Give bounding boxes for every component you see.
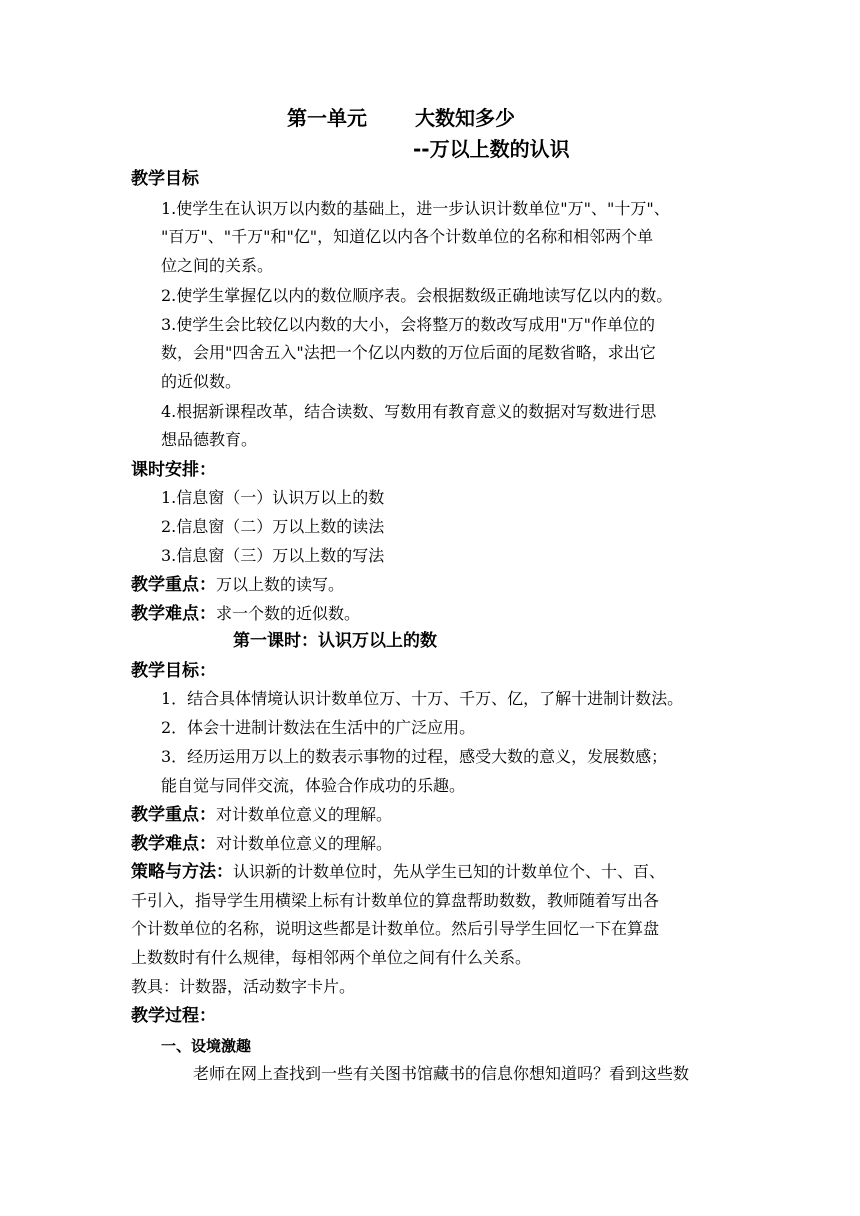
- unit-goal-1-line-3: 位之间的关系。: [161, 256, 274, 275]
- strategy-line-2: 千引入，指导学生用横梁上标有计数单位的算盘帮助数数，教师随着写出各: [131, 891, 660, 910]
- schedule-heading: 课时安排：: [131, 460, 216, 480]
- unit-goals-heading: 教学目标: [131, 169, 199, 189]
- unit-difficulty: [131, 603, 360, 625]
- unit-goal-3-line-1: 3.使学生会比较亿以内数的大小，会将整万的数改写成用"万"作单位的: [161, 315, 655, 334]
- unit-title: [287, 106, 515, 130]
- lesson-key-label: 教学重点：: [131, 805, 216, 825]
- lesson-goal-3-line-2: 能自觉与同伴交流，体验合作成功的乐趣。: [161, 776, 466, 795]
- lesson-goal-3-line-1: 3．经历运用万以上的数表示事物的过程，感受大数的意义，发展数感；: [161, 747, 668, 766]
- lesson-difficulty: [131, 833, 392, 855]
- unit-goal-3-line-3: 的近似数。: [161, 372, 242, 391]
- unit-key-text: 万以上数的读写。: [216, 575, 345, 594]
- unit-goal-2: 2.使学生掌握亿以内的数位顺序表。会根据数级正确地读写亿以内的数。: [161, 286, 673, 305]
- strategy-line-1: [131, 861, 665, 883]
- schedule-item-3: 3.信息窗（三）万以上数的写法: [161, 546, 385, 565]
- unit-goal-4-line-1: 4.根据新课程改革，结合读数、写数用有教育意义的数据对写数进行思: [161, 402, 657, 421]
- unit-goal-4-line-2: 想品德教育。: [161, 430, 258, 449]
- lesson-heading: 第一课时：认识万以上的数: [233, 631, 437, 651]
- lesson-difficulty-label: 教学难点：: [131, 834, 216, 854]
- step1-heading: 一、设境激趣: [161, 1037, 252, 1055]
- unit-key-label: 教学重点：: [131, 575, 216, 595]
- step1-text: 老师在网上查找到一些有关图书馆藏书的信息你想知道吗？看到这些数: [193, 1064, 690, 1083]
- lesson-key-point: [131, 804, 392, 826]
- unit-goal-3-line-2: 数，会用"四舍五入"法把一个亿以内数的万位后面的尾数省略，求出它: [161, 343, 656, 362]
- lesson-goal-2: 2．体会十进制计数法在生活中的广泛应用。: [161, 718, 476, 737]
- process-heading: 教学过程：: [131, 1006, 216, 1026]
- schedule-item-1: 1.信息窗（一）认识万以上的数: [161, 488, 385, 507]
- unit-key-point: [131, 574, 344, 596]
- strategy-line-3: 个计数单位的名称，说明这些都是计数单位。然后引导学生回忆一下在算盘: [131, 919, 660, 938]
- strategy-text-1: 认识新的计数单位时，先从学生已知的计数单位个、十、百、: [233, 862, 666, 881]
- lesson-difficulty-text: 对计数单位意义的理解。: [216, 834, 393, 853]
- schedule-item-2: 2.信息窗（二）万以上数的读法: [161, 517, 385, 536]
- unit-name: 大数知多少: [415, 106, 515, 130]
- unit-number: 第一单元: [287, 106, 367, 130]
- lesson-key-text: 对计数单位意义的理解。: [216, 805, 393, 824]
- lesson-goal-1: 1．结合具体情境认识计数单位万、十万、千万、亿，了解十进制计数法。: [161, 689, 684, 708]
- unit-subtitle: --万以上数的认识: [413, 137, 570, 161]
- unit-difficulty-label: 教学难点：: [131, 604, 216, 624]
- unit-difficulty-text: 求一个数的近似数。: [216, 604, 361, 623]
- strategy-label: 策略与方法：: [131, 862, 233, 882]
- teaching-tools: 教具：计数器，活动数字卡片。: [131, 977, 356, 996]
- strategy-line-4: 上数数时有什么规律，每相邻两个单位之间有什么关系。: [131, 948, 532, 967]
- unit-goal-1-line-1: 1.使学生在认识万以内数的基础上，进一步认识计数单位"万"、"十万"、: [161, 199, 670, 218]
- unit-goal-1-line-2: "百万"、"千万"和"亿"，知道亿以内各个计数单位的名称和相邻两个单: [161, 227, 654, 246]
- lesson-goals-heading: 教学目标：: [131, 661, 216, 681]
